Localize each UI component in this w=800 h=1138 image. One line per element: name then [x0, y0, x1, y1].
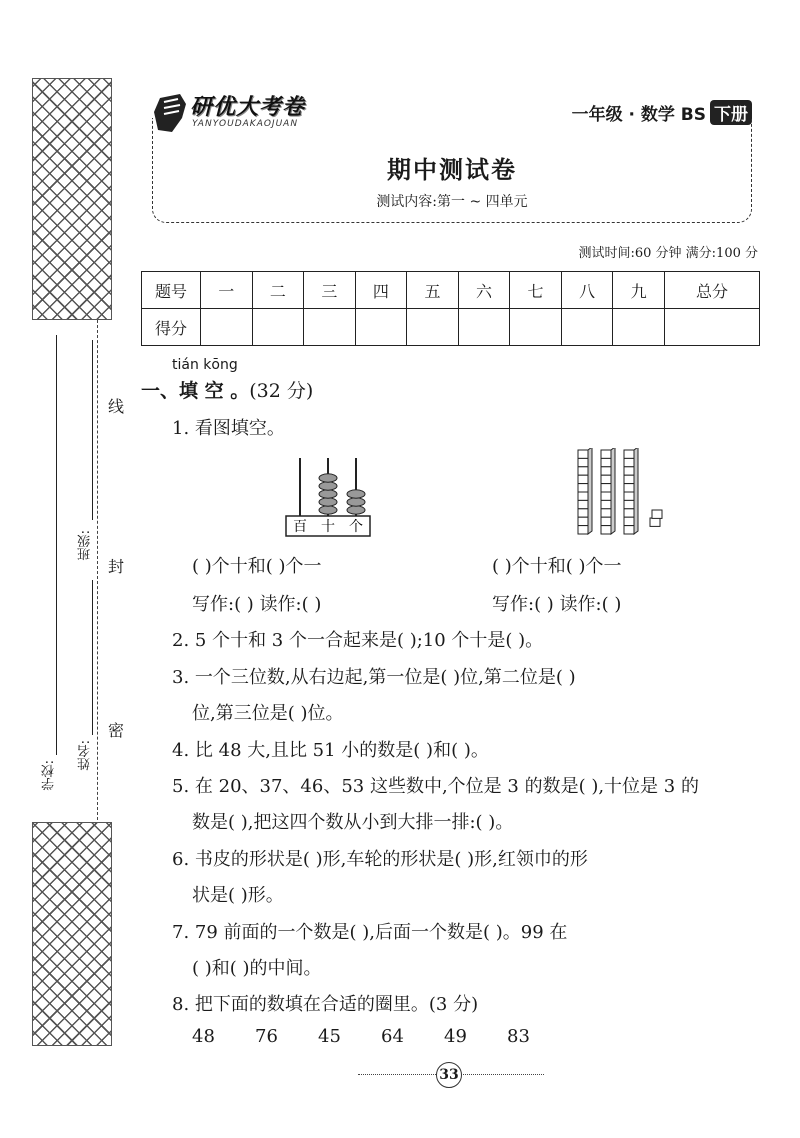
seal-char-secret: 密 — [108, 716, 124, 743]
question-3-line-1: 3. 一个三位数,从右边起,第一位是( )位,第二位是( ) — [172, 667, 576, 688]
number-list — [192, 1026, 570, 1047]
abacus-bead — [347, 506, 365, 514]
score-header-cell: 二 — [252, 272, 304, 309]
number-item: 76 — [255, 1026, 278, 1047]
abacus-figure — [280, 452, 380, 538]
section-points: (32 分) — [249, 380, 314, 402]
margin-pattern-top — [32, 78, 112, 320]
question-1: 1. 看图填空。 — [172, 418, 285, 439]
question-7-line-1: 7. 79 前面的一个数是( ),后面一个数是( )。99 在 — [172, 922, 568, 943]
grade-text: 一年级 · 数学 BS — [571, 105, 706, 125]
seal-char-seal: 封 — [108, 552, 124, 579]
score-header-cell: 三 — [304, 272, 356, 309]
score-cell[interactable] — [664, 309, 759, 346]
number-item: 45 — [318, 1026, 341, 1047]
number-item: 48 — [192, 1026, 215, 1047]
question-3-line-2: 位,第三位是( )位。 — [192, 703, 344, 724]
score-header-cell: 七 — [510, 272, 562, 309]
name-label: 姓名: — [78, 740, 93, 771]
seal-dashed-line — [97, 320, 98, 820]
logo-subtitle: YANYOUDAKAOJUAN — [192, 119, 299, 129]
score-header-cell: 六 — [458, 272, 510, 309]
question-1-right-a: ( )个十和( )个一 — [492, 556, 622, 577]
score-cell[interactable] — [458, 309, 510, 346]
abacus-bead — [319, 474, 337, 482]
ten-rod — [601, 448, 615, 534]
score-cell[interactable] — [355, 309, 407, 346]
section-pinyin: tián kōng — [172, 357, 238, 373]
number-item: 64 — [381, 1026, 404, 1047]
abacus-bead — [319, 506, 337, 514]
abacus-bead — [319, 482, 337, 490]
test-content: 测试内容:第一 ~ 四单元 — [376, 194, 528, 210]
one-cube — [652, 510, 662, 518]
school-label: 学校: — [42, 760, 57, 791]
score-cell[interactable] — [201, 309, 253, 346]
score-cell[interactable] — [304, 309, 356, 346]
score-header-cell: 题号 — [142, 272, 201, 309]
time-info: 测试时间:60 分钟 满分:100 分 — [578, 246, 758, 261]
question-1-left-a: ( )个十和( )个一 — [192, 556, 322, 577]
question-8: 8. 把下面的数填在合适的圈里。(3 分) — [172, 994, 479, 1015]
score-header-row — [142, 272, 760, 309]
abacus-bead — [347, 490, 365, 498]
question-6-line-1: 6. 书皮的形状是( )形,车轮的形状是( )形,红领巾的形 — [172, 849, 588, 870]
question-5-line-1: 5. 在 20、37、46、53 这些数中,个位是 3 的数是( ),十位是 3 的 — [172, 776, 699, 797]
score-header-cell: 四 — [355, 272, 407, 309]
abacus-bead — [319, 498, 337, 506]
logo-title: 研优大考卷 — [190, 95, 306, 120]
score-header-cell: 五 — [407, 272, 459, 309]
score-header-cell: 八 — [561, 272, 613, 309]
volume-badge: 下册 — [710, 100, 752, 125]
base-ten-blocks-figure — [574, 448, 674, 540]
page-number: 33 — [436, 1062, 462, 1088]
question-7-line-2: ( )和( )的中间。 — [192, 958, 322, 979]
ten-rod — [578, 448, 592, 534]
abacus-bead — [347, 498, 365, 506]
question-5-line-2: 数是( ),把这四个数从小到大排一排:( )。 — [192, 812, 514, 833]
number-item: 49 — [444, 1026, 467, 1047]
score-row-label: 得分 — [142, 309, 201, 346]
number-item: 83 — [507, 1026, 530, 1047]
abacus-label-ones: 个 — [349, 519, 363, 535]
question-2: 2. 5 个十和 3 个一合起来是( );10 个十是( )。 — [172, 630, 544, 651]
score-cell[interactable] — [613, 309, 665, 346]
section-heading-text: 一、填 空 。 — [141, 380, 250, 402]
score-cell[interactable] — [561, 309, 613, 346]
score-header-cell: 一 — [201, 272, 253, 309]
page-title: 期中测试卷 — [387, 156, 517, 184]
school-field[interactable] — [56, 335, 57, 755]
seal-char-line: 线 — [108, 392, 124, 419]
ten-rod — [624, 448, 638, 534]
question-1-right-b: 写作:( ) 读作:( ) — [492, 594, 622, 615]
one-cube — [650, 518, 660, 526]
abacus-beads-tens — [319, 474, 337, 514]
name-field[interactable] — [92, 580, 93, 735]
margin-pattern-bottom — [32, 822, 112, 1046]
abacus-label-hundreds: 百 — [293, 519, 307, 535]
question-6-line-2: 状是( )形。 — [192, 885, 284, 906]
abacus-beads-ones — [347, 490, 365, 514]
abacus-label-tens: 十 — [321, 519, 335, 535]
score-cell[interactable] — [407, 309, 459, 346]
class-field[interactable] — [92, 340, 93, 520]
score-row — [142, 309, 760, 346]
question-1-left-b: 写作:( ) 读作:( ) — [192, 594, 322, 615]
class-label: 班级: — [78, 530, 93, 561]
score-cell[interactable] — [252, 309, 304, 346]
question-4: 4. 比 48 大,且比 51 小的数是( )和( )。 — [172, 740, 489, 761]
score-header-cell: 九 — [613, 272, 665, 309]
score-cell[interactable] — [510, 309, 562, 346]
abacus-bead — [319, 490, 337, 498]
score-header-cell: 总分 — [664, 272, 759, 309]
section-heading — [141, 376, 313, 403]
score-table — [141, 271, 760, 346]
